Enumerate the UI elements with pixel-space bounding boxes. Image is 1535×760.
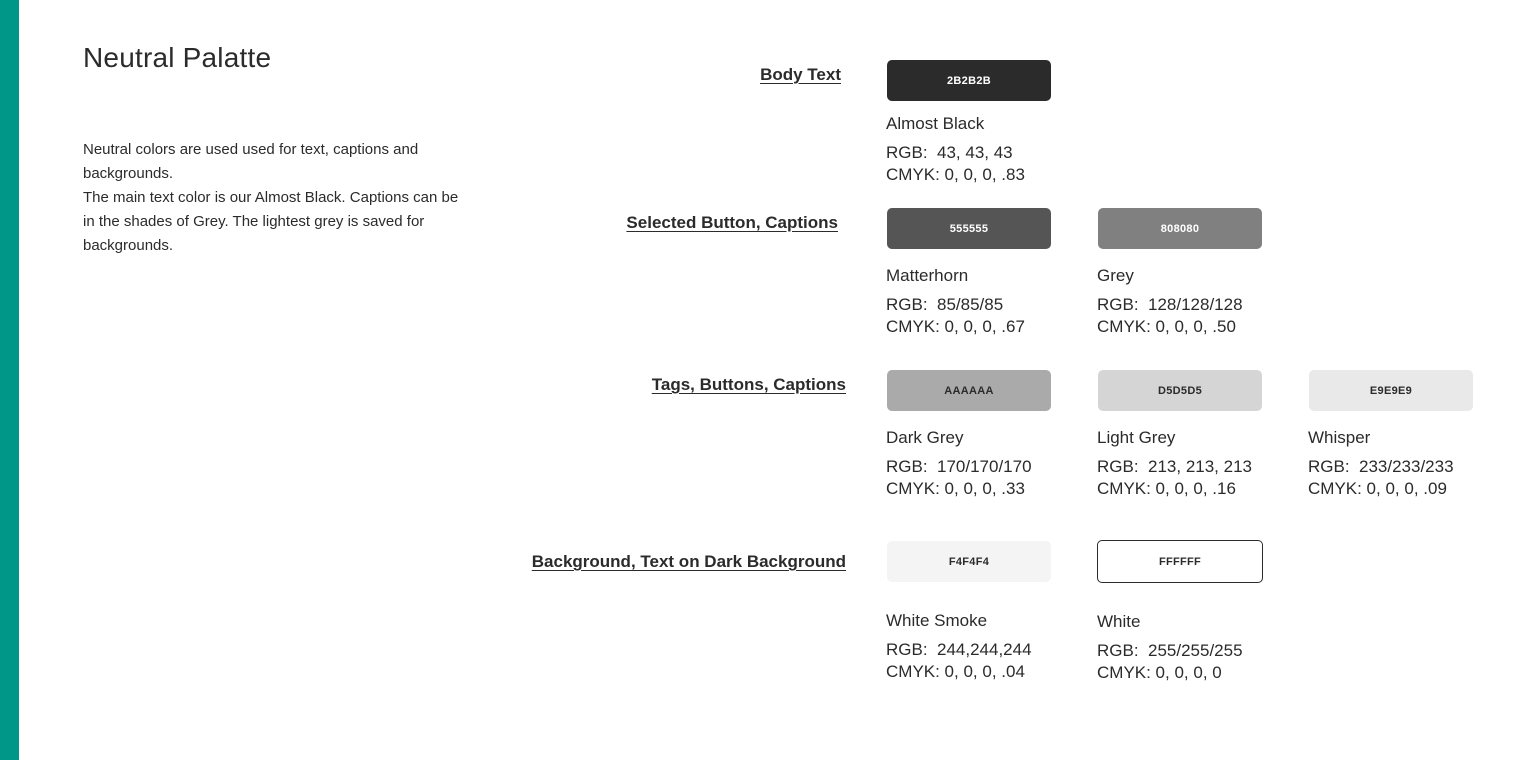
color-spec-white-smoke bbox=[886, 639, 1032, 683]
hex-label: AAAAAA bbox=[944, 384, 994, 397]
color-name-whisper: Whisper bbox=[1308, 428, 1371, 447]
color-spec-matterhorn bbox=[886, 294, 1025, 338]
section-label-body-text: Body Text bbox=[760, 65, 841, 84]
swatch-light-grey bbox=[1098, 370, 1262, 411]
cmyk-value: CMYK: 0, 0, 0, .83 bbox=[886, 165, 1025, 184]
page-title: Neutral Palatte bbox=[83, 42, 272, 73]
color-name-almost-black: Almost Black bbox=[886, 114, 985, 133]
cmyk-value: CMYK: 0, 0, 0, .04 bbox=[886, 662, 1025, 681]
hex-label: D5D5D5 bbox=[1158, 384, 1202, 397]
color-name-grey: Grey bbox=[1097, 266, 1134, 285]
color-spec-whisper bbox=[1308, 456, 1454, 500]
cmyk-value: CMYK: 0, 0, 0, .09 bbox=[1308, 479, 1447, 498]
swatch-almost-black bbox=[887, 60, 1051, 101]
hex-label: E9E9E9 bbox=[1369, 384, 1413, 397]
rgb-value: RGB: 244,244,244 bbox=[886, 640, 1032, 659]
swatch-dark-grey bbox=[887, 370, 1051, 411]
rgb-value: RGB: 233/233/233 bbox=[1308, 457, 1454, 476]
section-label-selected-button: Selected Button, Captions bbox=[626, 213, 838, 232]
color-name-white: White bbox=[1097, 612, 1141, 631]
intro-text bbox=[83, 138, 468, 258]
color-spec-dark-grey bbox=[886, 456, 1032, 500]
section-label-background: Background, Text on Dark Background bbox=[531, 552, 846, 571]
cmyk-value: CMYK: 0, 0, 0, .67 bbox=[886, 317, 1025, 336]
color-spec-grey bbox=[1097, 294, 1243, 338]
cmyk-value: CMYK: 0, 0, 0, .33 bbox=[886, 479, 1025, 498]
cmyk-value: CMYK: 0, 0, 0, 0 bbox=[1097, 663, 1222, 682]
color-name-matterhorn: Matterhorn bbox=[886, 266, 969, 285]
intro-paragraph-1: Neutral colors are used used for text, captions and backgrounds. bbox=[83, 141, 419, 182]
color-name-light-grey: Light Grey bbox=[1097, 428, 1176, 447]
rgb-value: RGB: 128/128/128 bbox=[1097, 295, 1243, 314]
cmyk-value: CMYK: 0, 0, 0, .50 bbox=[1097, 317, 1236, 336]
rgb-value: RGB: 43, 43, 43 bbox=[886, 143, 1013, 162]
cmyk-value: CMYK: 0, 0, 0, .16 bbox=[1097, 479, 1236, 498]
rgb-value: RGB: 255/255/255 bbox=[1097, 641, 1243, 660]
rgb-value: RGB: 170/170/170 bbox=[886, 457, 1032, 476]
hex-label: FFFFFF bbox=[1158, 555, 1202, 568]
color-name-dark-grey: Dark Grey bbox=[886, 428, 964, 447]
color-spec-white bbox=[1097, 640, 1243, 684]
accent-bar bbox=[0, 0, 19, 760]
intro-paragraph-2: The main text color is our Almost Black. Captions can be in the shades of Grey. The lightest grey is saved for backgrounds. bbox=[83, 189, 459, 254]
swatch-whisper bbox=[1309, 370, 1473, 411]
swatch-grey bbox=[1098, 208, 1262, 249]
section-label-tags-buttons: Tags, Buttons, Captions bbox=[651, 375, 846, 394]
color-name-white-smoke: White Smoke bbox=[886, 611, 988, 630]
color-spec-almost-black bbox=[886, 142, 1025, 186]
swatch-white bbox=[1097, 540, 1263, 583]
rgb-value: RGB: 213, 213, 213 bbox=[1097, 457, 1252, 476]
hex-label: F4F4F4 bbox=[948, 555, 990, 568]
rgb-value: RGB: 85/85/85 bbox=[886, 295, 1004, 314]
swatch-white-smoke bbox=[887, 541, 1051, 582]
color-spec-light-grey bbox=[1097, 456, 1252, 500]
hex-label: 2B2B2B bbox=[947, 74, 991, 87]
swatch-matterhorn bbox=[887, 208, 1051, 249]
hex-label: 808080 bbox=[1160, 222, 1200, 235]
hex-label: 555555 bbox=[949, 222, 989, 235]
